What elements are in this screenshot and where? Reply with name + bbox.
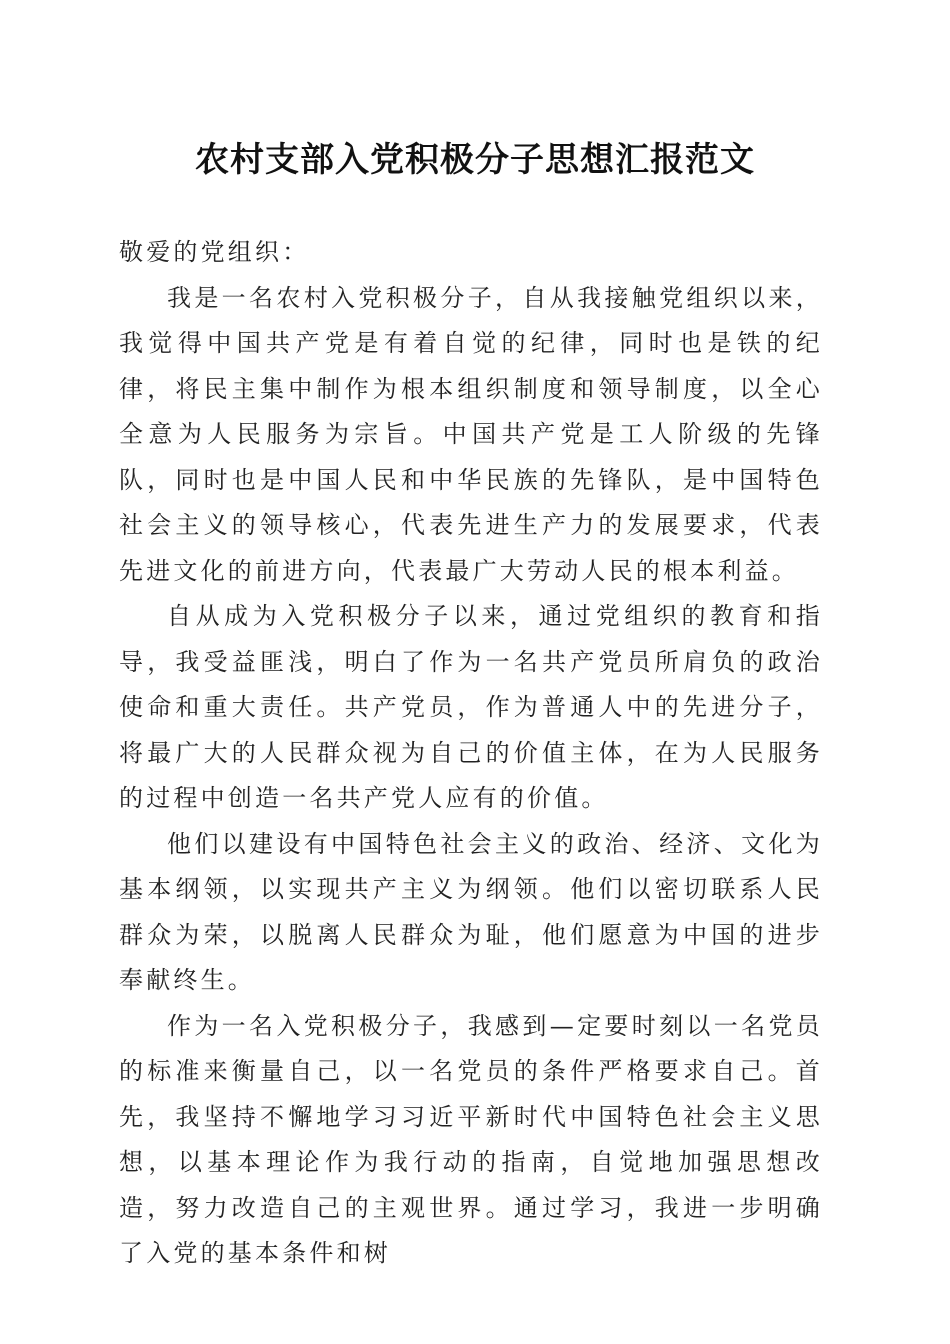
paragraph-4: 作为一名入党积极分子，我感到—定要时刻以一名党员的标准来衡量自己，以一名党员的条件严格要求自己。首先，我坚持不懈地学习习近平新时代中国特色社会主义思想，以基本理论作为我行动的指南，自觉地加强思想改造，努力改造自己的主观世界。通过学习，我进一步明确了入党的基本条件和树: [119, 1011, 823, 1267]
paragraph-2: 自从成为入党积极分子以来，通过党组织的教育和指导，我受益匪浅，明白了作为一名共产党员所肩负的政治使命和重大责任。共产党员，作为普通人中的先进分子，将最广大的人民群众视为自己的价值主体，在为人民服务的过程中创造一名共产党人应有的价值。: [119, 602, 823, 812]
document-title: 农村支部入党积极分子思想汇报范文: [195, 140, 755, 180]
paragraph-3: 他们以建设有中国特色社会主义的政治、经济、文化为基本纲领，以实现共产主义为纲领。他们以密切联系人民群众为荣，以脱离人民群众为耻，他们愿意为中国的进步奉献终生。: [119, 829, 823, 994]
paragraph-1: 我是一名农村入党积极分子，自从我接触党组织以来，我觉得中国共产党是有着自觉的纪律，同时也是铁的纪律，将民主集中制作为根本组织制度和领导制度，以全心全意为人民服务为宗旨。中国共产党是工人阶级的先锋队，同时也是中国人民和中华民族的先锋队，是中国特色社会主义的领导核心，代表先进生产力的发展要求，代表先进文化的前进方向，代表最广大劳动人民的根本利益。: [119, 283, 823, 585]
document-body: [119, 230, 823, 1277]
salutation: 敬爱的党组织：: [119, 238, 310, 266]
